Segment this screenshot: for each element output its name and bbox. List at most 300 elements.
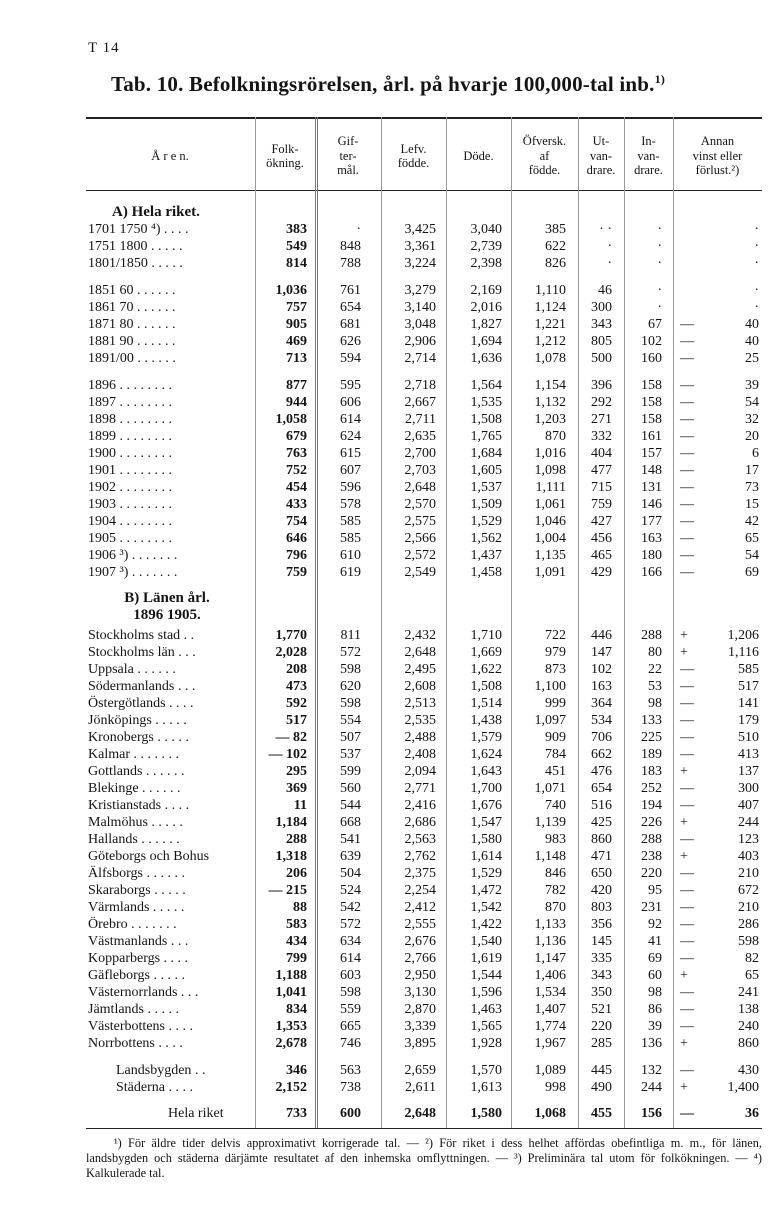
- table-row: [0, 763, 776, 780]
- table-cell: 3,140: [404, 300, 436, 315]
- table-cell: 603: [340, 968, 361, 983]
- table-cell: 715: [591, 480, 612, 495]
- table-cell: 757: [286, 300, 307, 315]
- table-cell: 3,279: [404, 283, 436, 298]
- table-cell: ·: [657, 256, 662, 271]
- table-cell: 2,412: [404, 900, 436, 915]
- table-cell: 1,534: [534, 985, 566, 1000]
- table-cell: 42: [745, 514, 759, 529]
- table-cell: 80: [648, 645, 662, 660]
- row-label: Stockholms stad . .: [88, 628, 195, 643]
- table-cell: 504: [340, 866, 361, 881]
- table-cell: · ·: [599, 222, 612, 237]
- table-cell: 1,624: [470, 747, 502, 762]
- table-cell: 2,714: [404, 351, 436, 366]
- row-label: 1891/00 . . . . . .: [88, 351, 176, 366]
- table-cell: 877: [286, 378, 307, 393]
- table-cell: 241: [738, 985, 759, 1000]
- row-label: 1904 . . . . . . . .: [88, 514, 172, 529]
- row-label: 1902 . . . . . . . .: [88, 480, 172, 495]
- table-cell: 537: [340, 747, 361, 762]
- row-label: Västerbottens . . . .: [88, 1019, 193, 1034]
- column-header: Annan vinst eller förlust.²): [692, 134, 743, 178]
- table-cell: —: [680, 514, 694, 529]
- table-cell: 999: [545, 696, 566, 711]
- table-cell: 585: [738, 662, 759, 677]
- table-cell: 131: [641, 480, 662, 495]
- table-cell: 429: [591, 565, 612, 580]
- table-cell: 32: [745, 412, 759, 427]
- table-cell: 161: [641, 429, 662, 444]
- table-cell: 1,540: [470, 934, 502, 949]
- table-cell: 1,147: [534, 951, 566, 966]
- table-cell: —: [680, 1002, 694, 1017]
- table-cell: 544: [340, 798, 361, 813]
- table-cell: 1,579: [470, 730, 502, 745]
- table-cell: 1,770: [275, 628, 307, 643]
- row-label: Städerna . . . .: [116, 1080, 193, 1095]
- column-header: Lefv. födde.: [397, 141, 430, 170]
- table-cell: 1,570: [470, 1063, 502, 1078]
- table-cell: 1,622: [470, 662, 502, 677]
- table-cell: 163: [591, 679, 612, 694]
- table-cell: 2,408: [404, 747, 436, 762]
- table-cell: 1,596: [470, 985, 502, 1000]
- table-cell: 69: [648, 951, 662, 966]
- table-row: [0, 255, 776, 272]
- table-cell: 585: [340, 514, 361, 529]
- table-cell: —: [680, 334, 694, 349]
- table-row: [0, 221, 776, 238]
- table-cell: 95: [648, 883, 662, 898]
- table-cell: 2,495: [404, 662, 436, 677]
- table-cell: 456: [591, 531, 612, 546]
- table-cell: 145: [591, 934, 612, 949]
- table-cell: 407: [738, 798, 759, 813]
- table-cell: 2,570: [404, 497, 436, 512]
- table-cell: 805: [591, 334, 612, 349]
- table-row: [0, 644, 776, 661]
- table-cell: 2,950: [404, 968, 436, 983]
- table-cell: —: [680, 679, 694, 694]
- table-cell: 295: [286, 764, 307, 779]
- column-header: Ut- van- drare.: [586, 134, 616, 178]
- table-row: [0, 1105, 776, 1122]
- table-cell: 160: [641, 351, 662, 366]
- table-cell: 1,148: [534, 849, 566, 864]
- table-cell: 668: [340, 815, 361, 830]
- table-cell: 2,906: [404, 334, 436, 349]
- table-cell: +: [680, 968, 688, 983]
- table-cell: 102: [591, 662, 612, 677]
- table-cell: 549: [286, 239, 307, 254]
- row-label: 1897 . . . . . . . .: [88, 395, 172, 410]
- table-cell: 1,694: [470, 334, 502, 349]
- row-label: Kalmar . . . . . . .: [88, 747, 179, 762]
- table-cell: 490: [591, 1080, 612, 1095]
- table-cell: 583: [286, 917, 307, 932]
- table-cell: 2,398: [470, 256, 502, 271]
- table-cell: 759: [286, 565, 307, 580]
- table-cell: 1,353: [275, 1019, 307, 1034]
- table-cell: 39: [648, 1019, 662, 1034]
- title-text: Tab. 10. Befolkningsrörelsen, årl. på hvarje 100,000-tal inb.: [110, 72, 655, 96]
- table-cell: ·: [657, 300, 662, 315]
- table-cell: 2,648: [404, 1106, 436, 1121]
- table-row: [0, 967, 776, 984]
- table-cell: 1,061: [534, 497, 566, 512]
- table-cell: 1,928: [470, 1036, 502, 1051]
- table-row: [0, 462, 776, 479]
- table-cell: 2,703: [404, 463, 436, 478]
- table-cell: 1,509: [470, 497, 502, 512]
- table-cell: —: [680, 565, 694, 580]
- table-cell: 54: [745, 395, 759, 410]
- table-cell: 41: [648, 934, 662, 949]
- table-cell: 2,432: [404, 628, 436, 643]
- table-row: [0, 865, 776, 882]
- table-cell: 598: [340, 696, 361, 711]
- table-cell: ·: [754, 300, 759, 315]
- table-cell: 2,718: [404, 378, 436, 393]
- table-cell: 163: [641, 531, 662, 546]
- table-cell: 413: [738, 747, 759, 762]
- table-cell: 183: [641, 764, 662, 779]
- table-cell: 427: [591, 514, 612, 529]
- row-label: 1899 . . . . . . . .: [88, 429, 172, 444]
- table-cell: 600: [340, 1106, 361, 1121]
- table-cell: 650: [591, 866, 612, 881]
- row-label: 1906 ³) . . . . . . .: [88, 548, 178, 563]
- table-cell: 286: [738, 917, 759, 932]
- row-label: Landsbygden . .: [116, 1063, 206, 1078]
- table-cell: 2,700: [404, 446, 436, 461]
- table-cell: —: [680, 713, 694, 728]
- table-cell: 136: [641, 1036, 662, 1051]
- table-cell: 92: [648, 917, 662, 932]
- table-cell: +: [680, 849, 688, 864]
- table-cell: —: [680, 1106, 694, 1121]
- table-cell: 559: [340, 1002, 361, 1017]
- table-cell: 615: [340, 446, 361, 461]
- table-cell: 834: [286, 1002, 307, 1017]
- table-cell: —: [680, 317, 694, 332]
- table-cell: 146: [641, 497, 662, 512]
- table-cell: 225: [641, 730, 662, 745]
- table-cell: 1,188: [275, 968, 307, 983]
- table-cell: 1,132: [534, 395, 566, 410]
- table-row: [0, 350, 776, 367]
- table-cell: 860: [738, 1036, 759, 1051]
- table-cell: 516: [591, 798, 612, 813]
- table-cell: 541: [340, 832, 361, 847]
- table-cell: 738: [340, 1080, 361, 1095]
- table-cell: 240: [738, 1019, 759, 1034]
- table-cell: 288: [641, 628, 662, 643]
- table-cell: 944: [286, 395, 307, 410]
- table-cell: —: [680, 696, 694, 711]
- table-cell: 524: [340, 883, 361, 898]
- table-cell: 2,739: [470, 239, 502, 254]
- table-cell: 2,028: [275, 645, 307, 660]
- table-cell: 596: [340, 480, 361, 495]
- table-cell: 2,555: [404, 917, 436, 932]
- row-label: 1907 ³) . . . . . . .: [88, 565, 178, 580]
- table-cell: 1,562: [470, 531, 502, 546]
- table-cell: 208: [286, 662, 307, 677]
- table-cell: 1,221: [534, 317, 566, 332]
- table-cell: 404: [591, 446, 612, 461]
- table-cell: 639: [340, 849, 361, 864]
- table-cell: 672: [738, 883, 759, 898]
- row-label: Gottlands . . . . . .: [88, 764, 185, 779]
- table-row: [0, 394, 776, 411]
- table-cell: 231: [641, 900, 662, 915]
- table-cell: 619: [340, 565, 361, 580]
- table-cell: 803: [591, 900, 612, 915]
- table-row: [0, 479, 776, 496]
- row-label: Hallands . . . . . .: [88, 832, 180, 847]
- table-cell: 2,563: [404, 832, 436, 847]
- table-cell: 433: [286, 497, 307, 512]
- table-row: [0, 513, 776, 530]
- table-cell: 455: [591, 1106, 612, 1121]
- table-cell: 1,116: [728, 645, 759, 660]
- row-label: Skaraborgs . . . . .: [88, 883, 186, 898]
- table-cell: 873: [545, 662, 566, 677]
- table-cell: 123: [738, 832, 759, 847]
- table-row: [0, 950, 776, 967]
- table-cell: 761: [340, 283, 361, 298]
- table-cell: 607: [340, 463, 361, 478]
- table-row: [0, 933, 776, 950]
- table-cell: 788: [340, 256, 361, 271]
- table-cell: 846: [545, 866, 566, 881]
- table-cell: +: [680, 645, 688, 660]
- table-cell: 1,041: [275, 985, 307, 1000]
- table-cell: 752: [286, 463, 307, 478]
- table-cell: 2,686: [404, 815, 436, 830]
- footnotes: [86, 1136, 762, 1181]
- table-cell: 1,136: [534, 934, 566, 949]
- table-row: [0, 797, 776, 814]
- table-row: [0, 831, 776, 848]
- table-cell: ·: [607, 256, 612, 271]
- table-cell: 610: [340, 548, 361, 563]
- table-cell: +: [680, 764, 688, 779]
- table-cell: 210: [738, 866, 759, 881]
- table-row: [0, 1035, 776, 1052]
- table-cell: ·: [754, 239, 759, 254]
- table-cell: 2,094: [404, 764, 436, 779]
- table-cell: 814: [286, 256, 307, 271]
- table-cell: 654: [591, 781, 612, 796]
- table-cell: 1,544: [470, 968, 502, 983]
- table-cell: 210: [738, 900, 759, 915]
- table-row: [0, 899, 776, 916]
- table-cell: —: [680, 497, 694, 512]
- table-cell: 141: [738, 696, 759, 711]
- table-cell: 220: [641, 866, 662, 881]
- table-cell: 2,488: [404, 730, 436, 745]
- table-cell: 598: [738, 934, 759, 949]
- table-cell: 20: [745, 429, 759, 444]
- table-cell: 624: [340, 429, 361, 444]
- table-cell: 2,575: [404, 514, 436, 529]
- table-cell: 517: [738, 679, 759, 694]
- table-cell: +: [680, 1036, 688, 1051]
- row-label: Malmöhus . . . . .: [88, 815, 183, 830]
- table-cell: 905: [286, 317, 307, 332]
- table-cell: 445: [591, 1063, 612, 1078]
- page-number: T 14: [88, 40, 120, 56]
- table-cell: 2,549: [404, 565, 436, 580]
- table-row: [0, 428, 776, 445]
- table-cell: 646: [286, 531, 307, 546]
- table-cell: 1,774: [534, 1019, 566, 1034]
- section-b-heading: [112, 590, 222, 624]
- table-cell: 220: [591, 1019, 612, 1034]
- table-cell: 54: [745, 548, 759, 563]
- table-cell: 763: [286, 446, 307, 461]
- table-cell: 799: [286, 951, 307, 966]
- table-cell: ·: [754, 222, 759, 237]
- table-cell: 598: [340, 662, 361, 677]
- row-label: Östergötlands . . . .: [88, 696, 194, 711]
- table-cell: 180: [641, 548, 662, 563]
- table-cell: 681: [340, 317, 361, 332]
- table-row: [0, 1001, 776, 1018]
- table-cell: 346: [286, 1063, 307, 1078]
- table-cell: —: [680, 1063, 694, 1078]
- table-cell: 1,542: [470, 900, 502, 915]
- row-label: Västmanlands . . .: [88, 934, 189, 949]
- table-cell: — 215: [268, 883, 307, 898]
- table-cell: 288: [286, 832, 307, 847]
- table-cell: 722: [545, 628, 566, 643]
- table-cell: 759: [591, 497, 612, 512]
- table-cell: 1,133: [534, 917, 566, 932]
- table-cell: 979: [545, 645, 566, 660]
- table-cell: 3,048: [404, 317, 436, 332]
- table-cell: 662: [591, 747, 612, 762]
- table-cell: 754: [286, 514, 307, 529]
- table-cell: —: [680, 412, 694, 427]
- table-cell: 2,608: [404, 679, 436, 694]
- table-row: [0, 916, 776, 933]
- table-cell: 1,967: [534, 1036, 566, 1051]
- table-cell: 292: [591, 395, 612, 410]
- table-cell: 451: [545, 764, 566, 779]
- table-cell: 1,422: [470, 917, 502, 932]
- table-cell: 521: [591, 1002, 612, 1017]
- table-cell: 2,711: [405, 412, 436, 427]
- table-cell: 2,416: [404, 798, 436, 813]
- table-cell: 1,212: [534, 334, 566, 349]
- table-cell: 870: [545, 429, 566, 444]
- table-title: [0, 72, 776, 97]
- table-cell: 1,710: [470, 628, 502, 643]
- table-cell: 848: [340, 239, 361, 254]
- row-label: Kopparbergs . . . .: [88, 951, 189, 966]
- table-cell: —: [680, 395, 694, 410]
- table-row: [0, 984, 776, 1001]
- table-cell: 1,097: [534, 713, 566, 728]
- table-cell: 343: [591, 317, 612, 332]
- table-cell: 1,089: [534, 1063, 566, 1078]
- table-cell: 385: [545, 222, 566, 237]
- table-cell: 288: [641, 832, 662, 847]
- row-label: 1900 . . . . . . . .: [88, 446, 172, 461]
- table-cell: 40: [745, 317, 759, 332]
- table-cell: 507: [340, 730, 361, 745]
- table-cell: 3,895: [404, 1036, 436, 1051]
- row-label: 1881 90 . . . . . .: [88, 334, 176, 349]
- row-label: 1801/1850 . . . . .: [88, 256, 183, 271]
- row-label: Jönköpings . . . . .: [88, 713, 187, 728]
- table-cell: 1,203: [534, 412, 566, 427]
- table-cell: 300: [591, 300, 612, 315]
- table-cell: 1,614: [470, 849, 502, 864]
- table-cell: 1,135: [534, 548, 566, 563]
- table-cell: 1,613: [470, 1080, 502, 1095]
- title-footnote-mark: 1): [654, 72, 666, 86]
- table-cell: 1,058: [275, 412, 307, 427]
- table-cell: 2,762: [404, 849, 436, 864]
- row-label: Västernorrlands . . .: [88, 985, 199, 1000]
- table-cell: 1,537: [470, 480, 502, 495]
- table-cell: 2,169: [470, 283, 502, 298]
- table-cell: 1,111: [535, 480, 566, 495]
- table-cell: —: [680, 798, 694, 813]
- table-cell: 1,580: [470, 1106, 502, 1121]
- table-cell: +: [680, 628, 688, 643]
- table-cell: 614: [340, 412, 361, 427]
- table-cell: 2,659: [404, 1063, 436, 1078]
- table-cell: 542: [340, 900, 361, 915]
- table-cell: 1,100: [534, 679, 566, 694]
- section-b-text: B) Länen årl. 1896 1905.: [124, 590, 210, 623]
- table-cell: 510: [738, 730, 759, 745]
- table-cell: 634: [340, 934, 361, 949]
- table-cell: 138: [738, 1002, 759, 1017]
- table-cell: 1,529: [470, 866, 502, 881]
- row-label: 1905 . . . . . . . .: [88, 531, 172, 546]
- table-cell: 3,040: [470, 222, 502, 237]
- table-cell: 332: [591, 429, 612, 444]
- table-row: [0, 238, 776, 255]
- table-cell: 132: [641, 1063, 662, 1078]
- table-row: [0, 333, 776, 350]
- table-cell: 1,463: [470, 1002, 502, 1017]
- table-cell: 1,619: [470, 951, 502, 966]
- table-cell: 271: [591, 412, 612, 427]
- table-cell: ·: [754, 283, 759, 298]
- table-cell: 1,206: [727, 628, 759, 643]
- bottom-rule: [86, 1128, 762, 1129]
- table-cell: 1,139: [534, 815, 566, 830]
- table-cell: 156: [641, 1106, 662, 1121]
- table-cell: 1,400: [727, 1080, 759, 1095]
- table-cell: 1,318: [275, 849, 307, 864]
- table-cell: 620: [340, 679, 361, 694]
- table-cell: —: [680, 781, 694, 796]
- table-cell: 1,565: [470, 1019, 502, 1034]
- table-cell: 3,425: [404, 222, 436, 237]
- table-cell: 2,667: [404, 395, 436, 410]
- table-cell: 2,870: [404, 1002, 436, 1017]
- table-cell: 383: [286, 222, 307, 237]
